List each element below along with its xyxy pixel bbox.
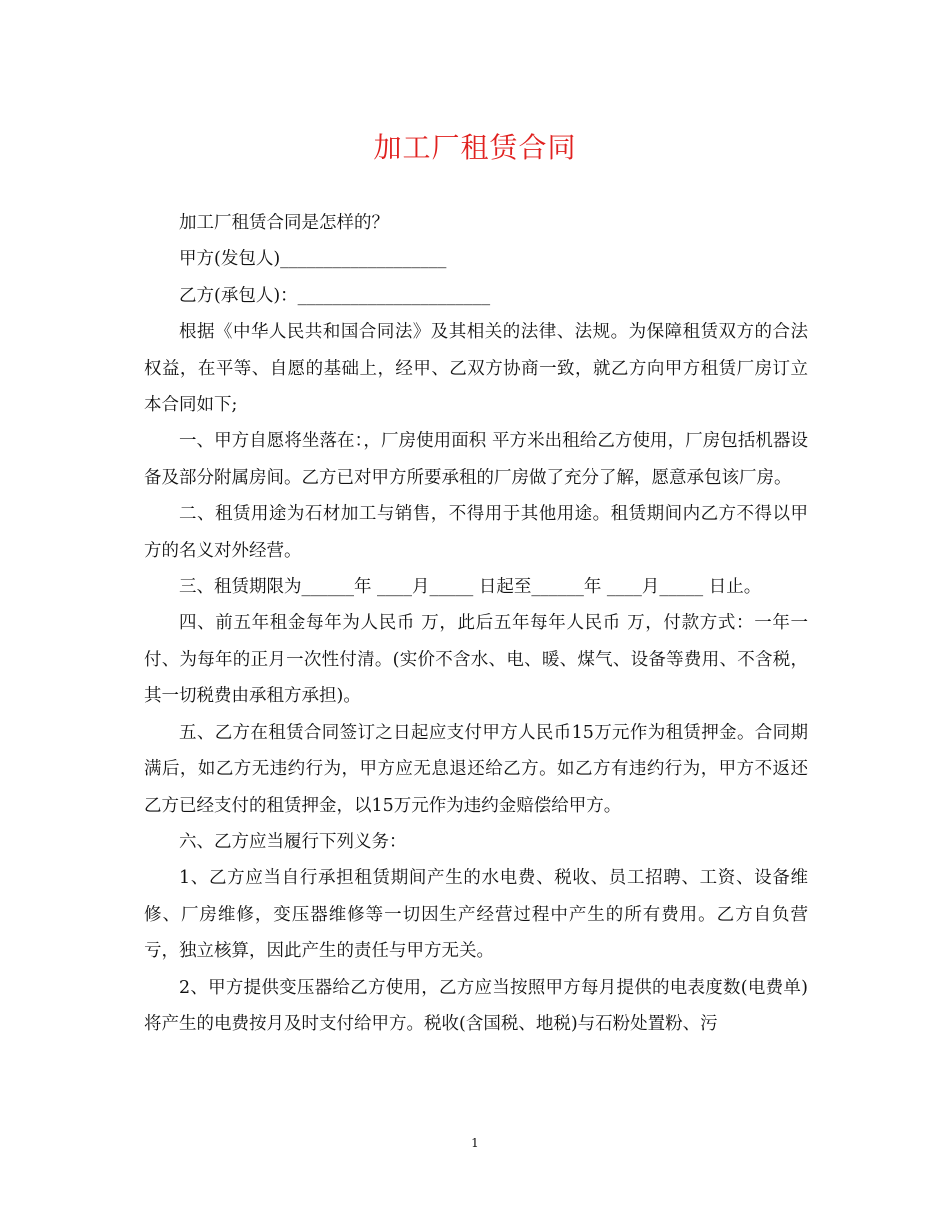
paragraph-clause-3: 三、租赁期限为______年 ____月_____ 日起至______年 ____月_____ 日止。 [179, 577, 762, 598]
paragraph-clause-1: 一、甲方自愿将坐落在：，厂房使用面积 平方米出租给乙方使用，厂房包括机器设备及部分附属房间。乙方已对甲方所要承租的厂房做了充分了解，愿意承包该厂房。 [144, 431, 808, 488]
paragraph-clause-5: 五、乙方在租赁合同签订之日起应支付甲方人民币15万元作为租赁押金。合同期满后，如乙方无违约行为，甲方应无息退还给乙方。如乙方有违约行为，甲方不返还乙方已经支付的租赁押金，以15万元作为违约金赔偿给甲方。 [144, 722, 808, 816]
paragraph-clause-4: 四、前五年租金每年为人民币 万，此后五年每年人民币 万，付款方式：一年一付、为每年的正月一次性付清。(实价不含水、电、暖、煤气、设备等费用、不含税，其一切税费由承租方承担)。 [144, 613, 808, 707]
paragraph-clause-2: 二、租赁用途为石材加工与销售，不得用于其他用途。租赁期间内乙方不得以甲方的名义对外经营。 [144, 504, 808, 561]
page-number: 1 [471, 1136, 479, 1150]
paragraph-clause-6: 六、乙方应当履行下列义务： [179, 831, 407, 852]
paragraph-clause-6-item-1: 1、乙方应当自行承担租赁期间产生的水电费、税收、员工招聘、工资、设备维修、厂房维修，变压器维修等一切因生产经营过程中产生的所有费用。乙方自负营亏，独立核算，因此产生的责任与甲方无关。 [144, 868, 808, 962]
paragraph-intro-question: 加工厂租赁合同是怎样的？ [179, 213, 389, 233]
document-title: 加工厂租赁合同 [373, 131, 577, 164]
document-body [144, 205, 808, 1042]
paragraph-clause-6-item-2: 2、甲方提供变压器给乙方使用，乙方应当按照甲方每月提供的电表度数(电费单)将产生的电费按月及时支付给甲方。税收(含国税、地税)与石粉处置粉、污 [144, 977, 808, 1034]
paragraph-party-b: 乙方(承包人)：______________________ [179, 285, 491, 306]
paragraph-preamble: 根据《中华人民共和国合同法》及其相关的法律、法规。为保障租赁双方的合法权益，在平等、自愿的基础上，经甲、乙双方协商一致，就乙方向甲方租赁厂房订立本合同如下; [144, 322, 808, 416]
paragraph-party-a: 甲方(发包人)___________________ [179, 249, 447, 270]
